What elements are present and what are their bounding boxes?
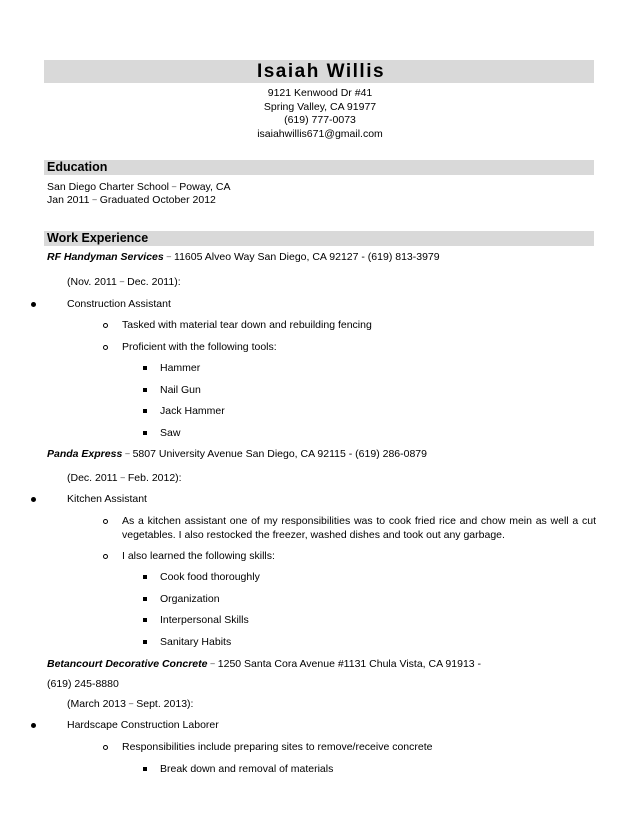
job-role: Hardscape Construction Laborer <box>67 719 219 731</box>
separator: – <box>119 277 125 286</box>
separator: – <box>210 659 215 668</box>
job-point: Tasked with material tear down and rebuilding fencing <box>122 319 372 331</box>
period-end: Dec. 2011): <box>127 276 181 288</box>
bullet-circle-icon <box>103 323 108 328</box>
job-point: I also learned the following skills: <box>122 550 275 562</box>
education-end: Graduated October 2012 <box>99 194 216 206</box>
school-location: Poway, CA <box>179 181 231 193</box>
employer-name: RF Handyman Services <box>47 251 164 263</box>
period-start: (Dec. 2011 <box>67 472 118 484</box>
job-subpoint: Interpersonal Skills <box>160 614 249 626</box>
separator: – <box>166 252 172 261</box>
job-header <box>47 447 427 461</box>
candidate-name: Isaiah Willis <box>256 61 386 82</box>
job-point: Responsibilities include preparing sites to remove/receive concrete <box>122 741 433 753</box>
period-end: Feb. 2012): <box>127 472 182 484</box>
bullet-square-icon <box>143 575 147 579</box>
employer-details: 5807 University Avenue San Diego, CA 92115 - (619) 286-0879 <box>132 448 427 460</box>
employer-name: Panda Express <box>47 448 123 460</box>
job-subpoint: Hammer <box>160 362 201 374</box>
bullet-dot-icon <box>31 497 36 502</box>
school-name: San Diego Charter School <box>47 181 169 193</box>
employer-name: Betancourt Decorative Concrete <box>47 658 208 670</box>
job-period <box>67 697 193 711</box>
job-subpoint: Jack Hammer <box>160 405 225 417</box>
section-title: Education <box>47 160 108 174</box>
employer-details-continued: (619) 245-8880 <box>47 678 119 690</box>
job-subpoint: Sanitary Habits <box>160 636 232 648</box>
bullet-square-icon <box>143 366 147 370</box>
job-role: Construction Assistant <box>67 298 171 310</box>
employer-details: 11605 Alveo Way San Diego, CA 92127 - (619) 813-3979 <box>174 251 440 263</box>
bullet-square-icon <box>143 409 147 413</box>
period-start: (Nov. 2011 <box>67 276 117 288</box>
bullet-square-icon <box>143 767 147 771</box>
job-subpoint: Organization <box>160 593 220 605</box>
job-point: Proficient with the following tools: <box>122 341 277 353</box>
bullet-square-icon <box>143 431 147 435</box>
job-subpoint: Nail Gun <box>160 384 201 396</box>
separator: – <box>128 699 134 708</box>
bullet-square-icon <box>143 618 147 622</box>
bullet-square-icon <box>143 388 147 392</box>
education-dates-line <box>47 193 216 207</box>
bullet-circle-icon <box>103 519 108 524</box>
education-start: Jan 2011 <box>47 194 90 206</box>
bullet-dot-icon <box>31 302 36 307</box>
bullet-square-icon <box>143 640 147 644</box>
period-end: Sept. 2013): <box>136 698 194 710</box>
job-role: Kitchen Assistant <box>67 493 147 505</box>
job-point: As a kitchen assistant one of my responsibilities was to cook fried rice and chow mein as well a cut vegetables. I also restocked the freezer, washed dishes and took out any garbage. <box>122 515 596 541</box>
separator: – <box>125 449 130 458</box>
job-period <box>67 471 182 485</box>
education-school-line <box>47 180 230 194</box>
separator: – <box>171 182 177 191</box>
job-subpoint: Saw <box>160 427 181 439</box>
bullet-circle-icon <box>103 345 108 350</box>
name-bar <box>44 60 594 83</box>
bullet-dot-icon <box>31 723 36 728</box>
education-header <box>44 160 594 175</box>
section-title: Work Experience <box>47 231 149 245</box>
job-header <box>47 250 440 264</box>
bullet-circle-icon <box>103 554 108 559</box>
address-line-1: 9121 Kenwood Dr #41 <box>267 87 373 99</box>
job-period <box>67 275 181 289</box>
job-header <box>47 657 481 671</box>
job-subpoint: Break down and removal of materials <box>160 763 334 775</box>
email: isaiahwillis671@gmail.com <box>257 128 383 140</box>
employer-details: 1250 Santa Cora Avenue #1131 Chula Vista, CA 91913 - <box>217 658 482 670</box>
phone: (619) 777-0073 <box>284 114 356 126</box>
separator: – <box>92 195 97 204</box>
separator: – <box>120 473 125 482</box>
work-experience-header <box>44 231 594 246</box>
bullet-square-icon <box>143 597 147 601</box>
bullet-circle-icon <box>103 745 108 750</box>
address-line-2: Spring Valley, CA 91977 <box>263 101 377 113</box>
job-subpoint: Cook food thoroughly <box>160 571 260 583</box>
period-start: (March 2013 <box>67 698 126 710</box>
